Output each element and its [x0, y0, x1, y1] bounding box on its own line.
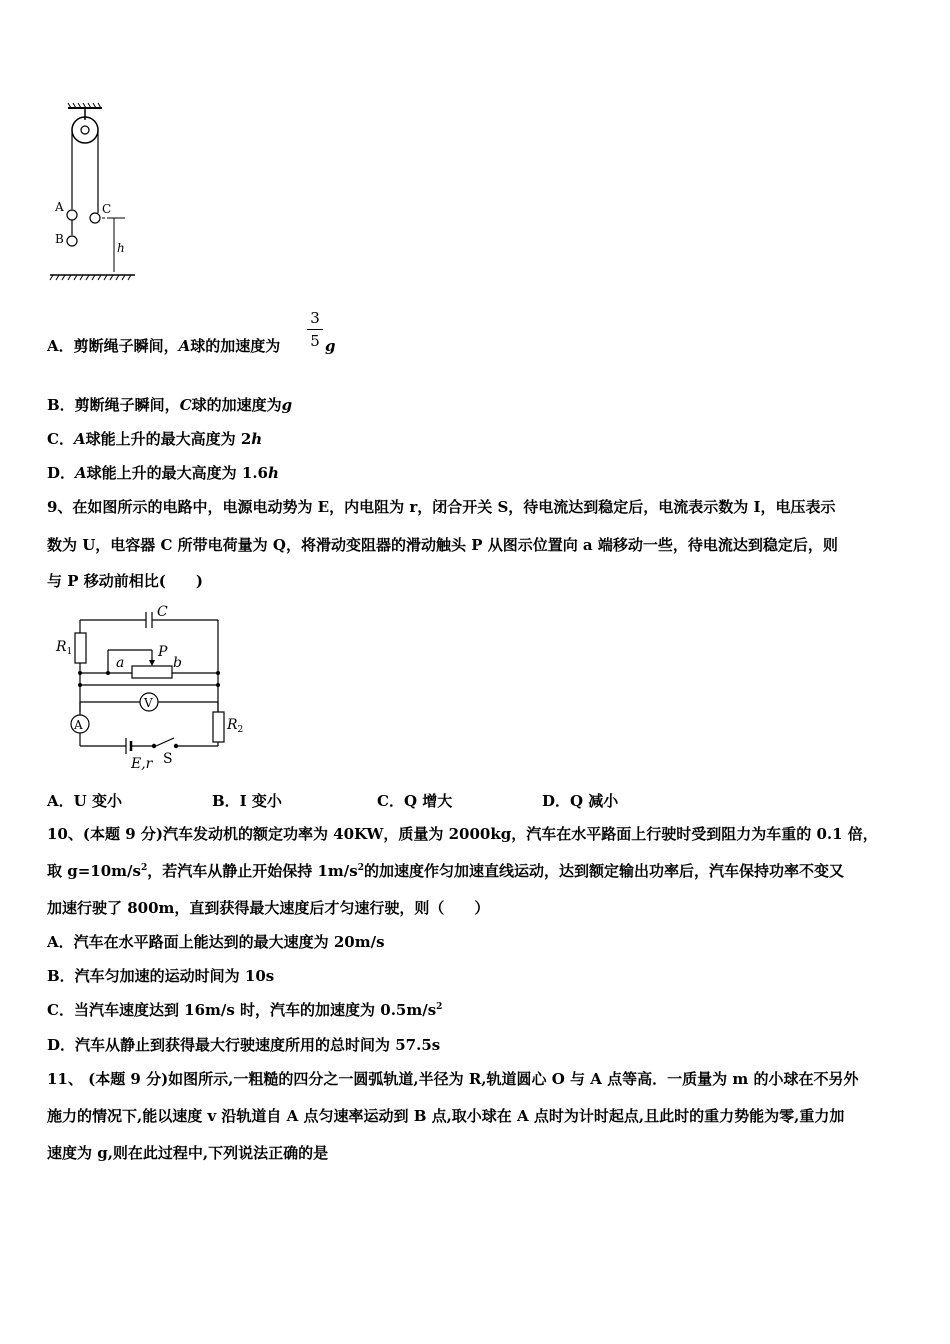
q8-a-g: g	[325, 337, 336, 355]
r1-subscript: 1	[66, 647, 73, 657]
pulley-figure	[40, 100, 150, 285]
q8-a-mid: 球的加速度为	[190, 337, 281, 355]
voltmeter-label: V	[144, 696, 153, 710]
fraction	[307, 309, 323, 350]
q8-option-a	[47, 336, 280, 356]
q9-line-1: 9、在如图所示的电路中，电源电动势为 E，内电阻为 r，闭合开关 S，待电流达到稳定后，电流表示数为 I，电压表示	[47, 498, 836, 516]
label-h: h	[117, 241, 125, 255]
q8-a-prefix: A．剪断绳子瞬间，	[47, 337, 179, 355]
b-label: b	[173, 655, 182, 671]
q10-line-2-c: 的加速度作匀加速直线运动，达到额定输出功率后，汽车保持功率不变又	[363, 862, 844, 880]
q8-b-prefix: B．剪断绳子瞬间，	[47, 396, 180, 414]
q9-option-d: D．Q 减小	[542, 792, 619, 810]
q10-line-1: 10、(本题 9 分)汽车发动机的额定功率为 40KW，质量为 2000kg，汽车在水平路面上行驶时受到阻力为车重的 0.1 倍，	[47, 825, 878, 843]
q8-d-h: h	[267, 464, 279, 482]
q11-line-2: 施力的情况下,能以速度 v 沿轨道自 A 点匀速率运动到 B 点,取小球在 A 点时为计时起点,且此时的重力势能为零,重力加	[47, 1107, 845, 1125]
q8-b-mid: 球的加速度为	[191, 396, 282, 414]
q8-d-prefix: D．	[47, 464, 76, 482]
q9-option-a: A．U 变小	[47, 792, 122, 810]
r2-label	[226, 717, 243, 735]
q10-line-2	[47, 861, 844, 881]
q8-option-b	[47, 395, 292, 415]
q11-line-3: 速度为 g,则在此过程中,下列说法正确的是	[47, 1144, 329, 1162]
q8-d-var: A	[75, 464, 87, 482]
q10-line-2-b: ，若汽车从静止开始保持 1m/s	[147, 862, 358, 880]
q8-c-h: h	[251, 430, 263, 448]
q9-option-c: C．Q 增大	[377, 792, 453, 810]
q10-option-a: A．汽车在水平路面上能达到的最大速度为 20m/s	[47, 933, 385, 951]
q8-c-prefix: C．	[47, 430, 74, 448]
fraction-denominator: 5	[310, 332, 320, 350]
q8-option-c	[47, 429, 262, 449]
q9-line-3: 与 P 移动前相比( )	[47, 572, 203, 590]
q10-option-b: B．汽车匀加速的运动时间为 10s	[47, 967, 275, 985]
fraction-numerator: 3	[310, 309, 320, 327]
q8-d-mid: 球能上升的最大高度为 1.6	[86, 464, 268, 482]
fraction-bar	[307, 329, 323, 330]
q9-option-b: B．I 变小	[212, 792, 282, 810]
circuit-figure	[50, 600, 260, 775]
r2-subscript: 2	[237, 725, 244, 735]
q8-option-d	[47, 463, 279, 483]
p-label: P	[158, 644, 168, 660]
q10-option-d: D．汽车从静止到获得最大行驶速度所用的总时间为 57.5s	[47, 1036, 441, 1054]
q8-b-g: g	[281, 396, 293, 414]
q10-line-2-sup2: 2	[357, 863, 364, 873]
q8-c-mid: 球能上升的最大高度为 2	[85, 430, 252, 448]
q10-option-c-sup: 2	[436, 1002, 443, 1012]
a-label: a	[116, 655, 125, 671]
switch-label: S	[163, 751, 173, 767]
q8-b-var: C	[179, 396, 192, 414]
q10-line-3: 加速行驶了 800m，直到获得最大速度后才匀速行驶，则（ ）	[47, 899, 490, 917]
r1-label	[55, 639, 72, 657]
r2-letter: R	[227, 717, 238, 733]
q9-line-2: 数为 U，电容器 C 所带电荷量为 Q，将滑动变阻器的滑动触头 P 从图示位置向 a 端移动一些，待电流达到稳定后，则	[47, 536, 838, 554]
q10-line-2-sup: 2	[140, 863, 148, 873]
r1-letter: R	[56, 639, 67, 655]
label-b: B	[55, 232, 64, 246]
q10-option-c	[47, 1000, 442, 1020]
q11-line-1: 11、 (本题 9 分)如图所示,一粗糙的四分之一圆弧轨道,半径为 R,轨道圆心 O 与 A 点等高．一质量为 m 的小球在不另外	[47, 1070, 859, 1088]
q8-a-var: A	[178, 337, 191, 355]
q10-option-c-text: C．当汽车速度达到 16m/s 时，汽车的加速度为 0.5m/s	[47, 1001, 437, 1019]
ammeter-label: A	[74, 718, 83, 732]
er-label: E,r	[131, 756, 153, 772]
label-c: C	[102, 202, 112, 216]
q10-line-2-a: 取 g=10m/s	[47, 862, 141, 880]
label-a: A	[55, 200, 64, 214]
q8-c-var: A	[73, 430, 86, 448]
cap-label: C	[157, 604, 168, 620]
